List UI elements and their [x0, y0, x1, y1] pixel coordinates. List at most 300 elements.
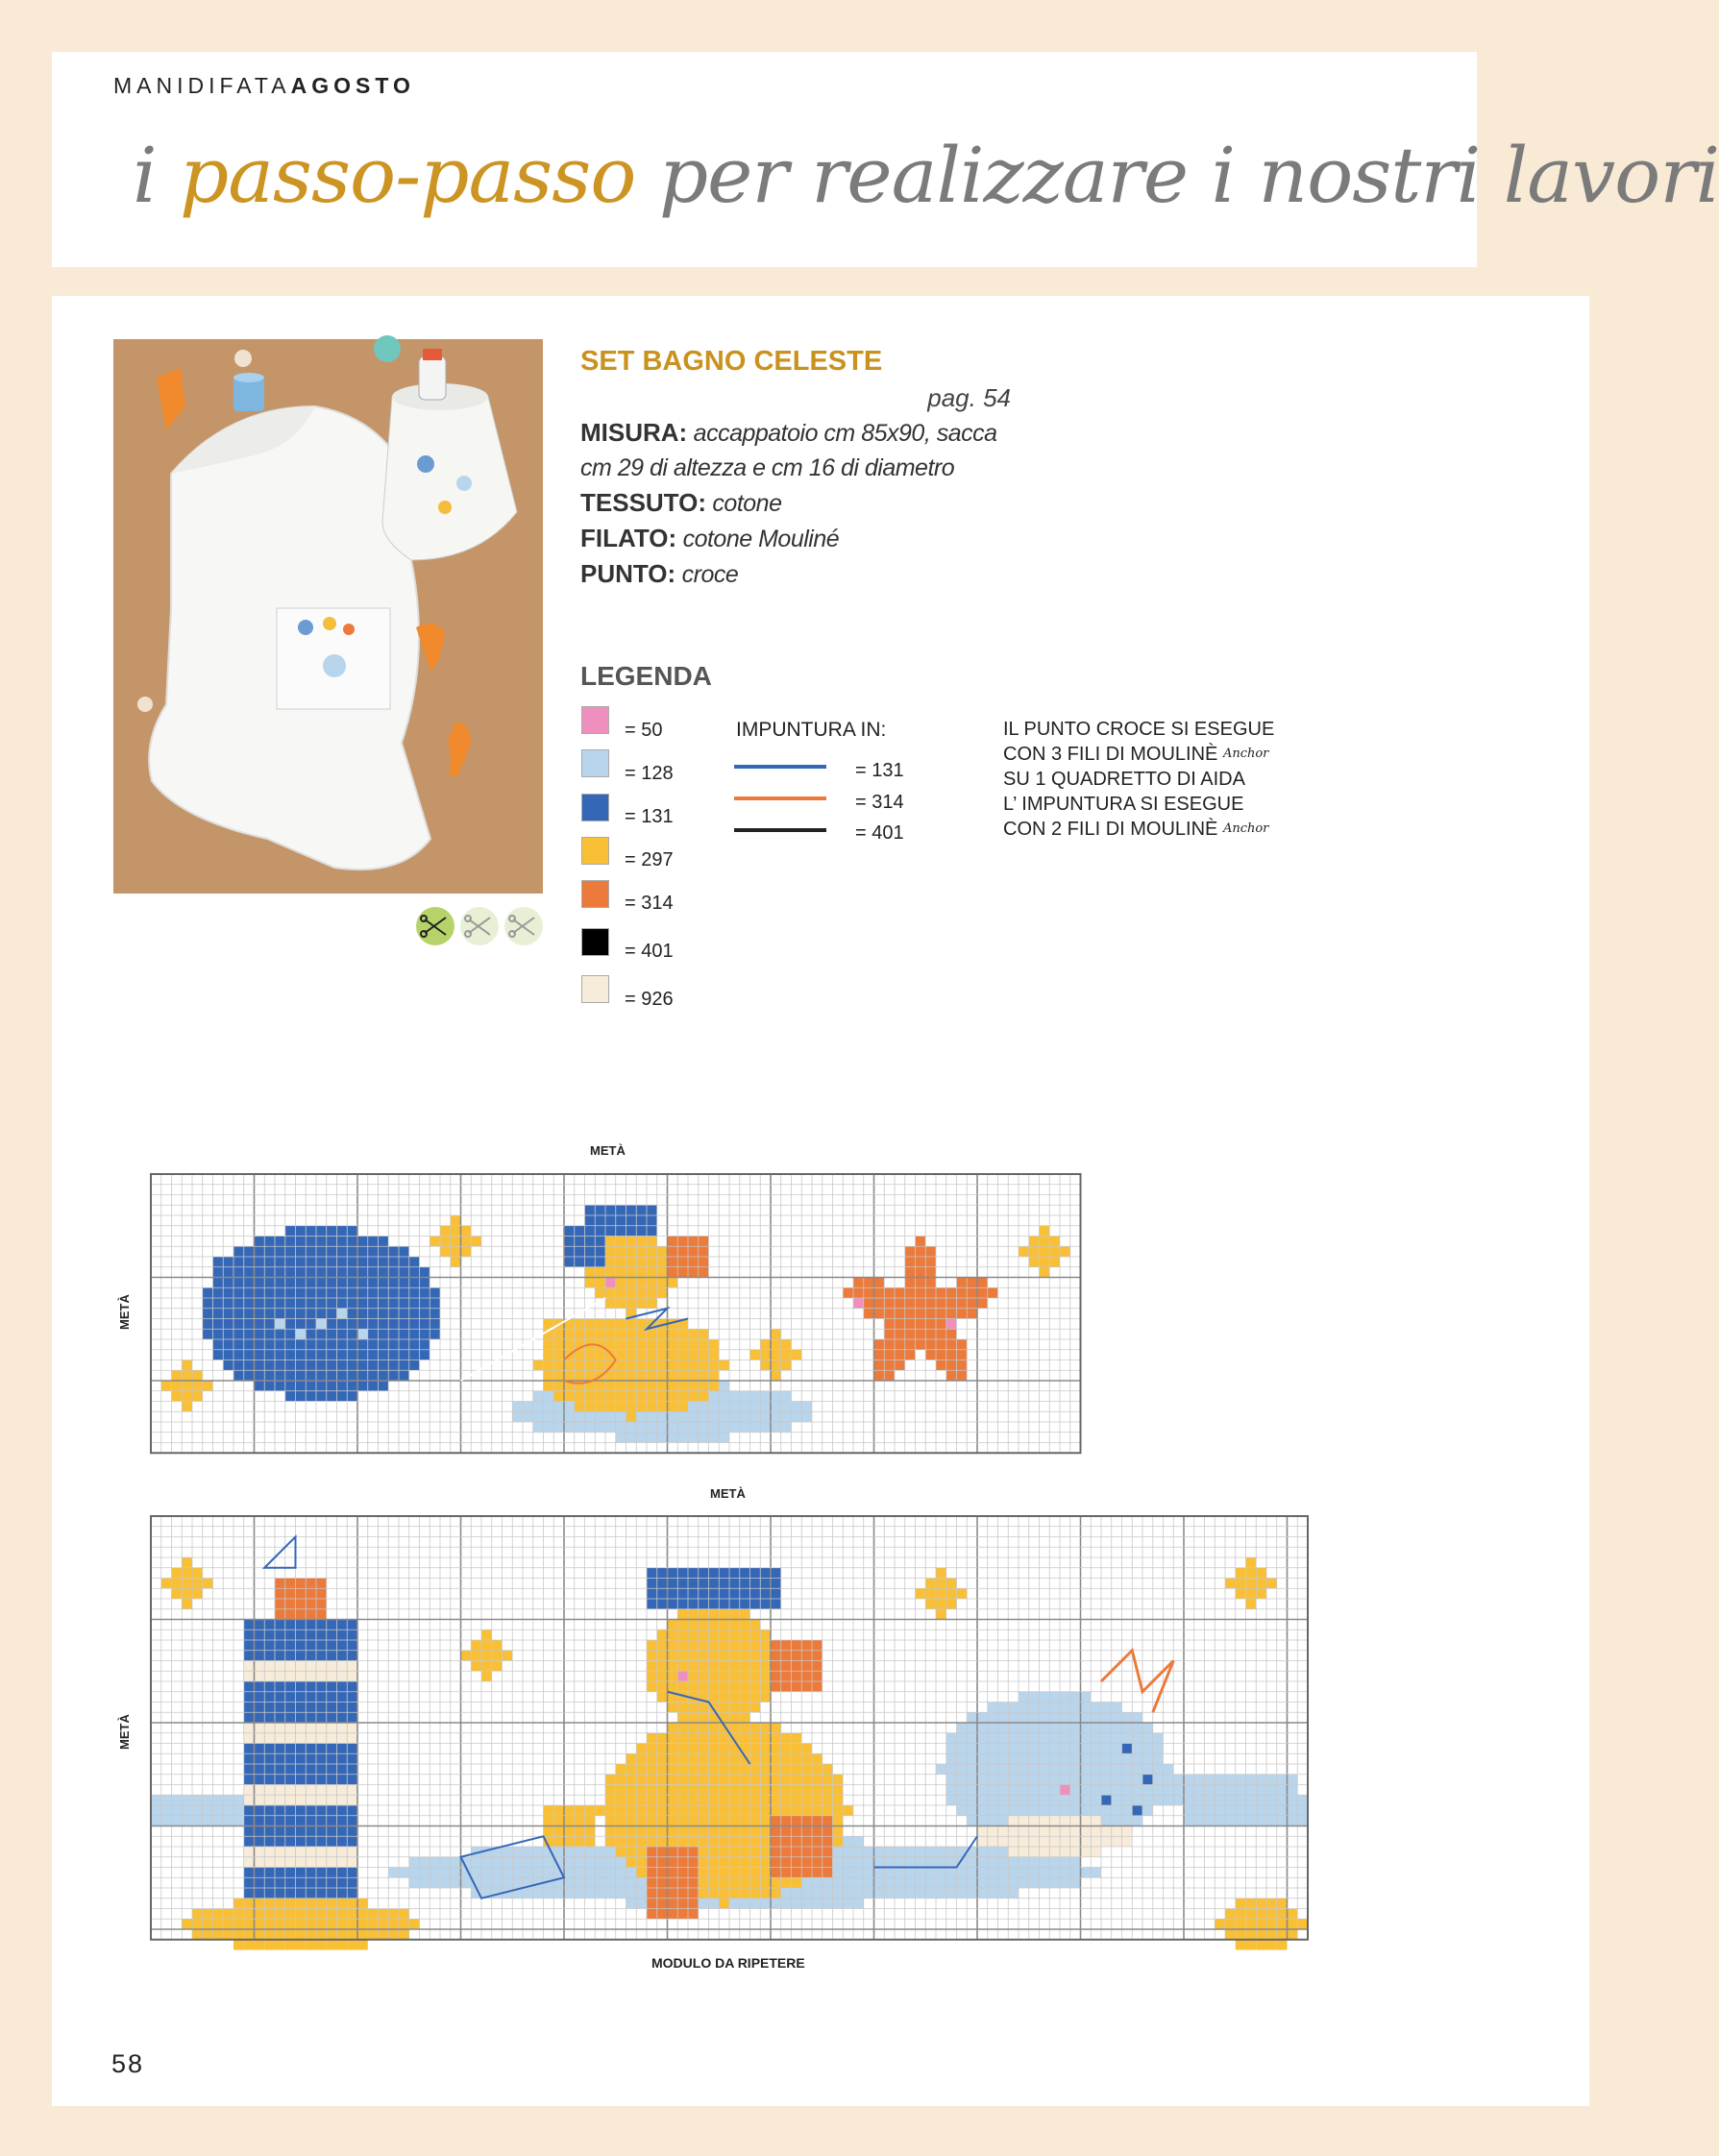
lighthouse-stitch	[244, 1681, 255, 1692]
duck-stitch	[688, 1350, 699, 1360]
shell-stitch	[316, 1391, 327, 1402]
shell-stitch	[388, 1298, 399, 1309]
duck-beak-stitch	[657, 1899, 668, 1909]
duck-stitch	[740, 1816, 750, 1826]
sand-stitch	[285, 1919, 296, 1929]
lighthouse-stitch	[327, 1888, 337, 1899]
duck-beak-stitch	[688, 1257, 699, 1267]
puddle-stitch	[709, 1433, 720, 1443]
water-stitch	[420, 1877, 430, 1888]
lighthouse-stitch	[255, 1868, 265, 1878]
duck-stitch	[575, 1329, 585, 1339]
lighthouse-stitch	[327, 1877, 337, 1888]
project-title: SET BAGNO CELESTE	[580, 346, 883, 377]
duck-stitch	[709, 1764, 720, 1775]
duck-stitch	[812, 1795, 823, 1805]
duck-stitch	[657, 1795, 668, 1805]
duck-stitch	[760, 1640, 771, 1651]
sparkle-stitch	[1029, 1257, 1040, 1267]
puddle-stitch	[688, 1422, 699, 1433]
duck-hat-stitch	[709, 1599, 720, 1609]
whale-stitch	[977, 1775, 988, 1785]
lighthouse-stitch	[296, 1764, 307, 1775]
duck-stitch	[657, 1278, 668, 1288]
whale-stitch	[1153, 1744, 1164, 1754]
duck-stitch	[605, 1237, 616, 1247]
whale-stitch	[1122, 1733, 1133, 1744]
duck-stitch	[595, 1278, 605, 1288]
shell-stitch	[233, 1257, 244, 1267]
sand-stitch	[1236, 1899, 1246, 1909]
shell-stitch	[296, 1370, 307, 1381]
duck-stitch	[677, 1723, 688, 1733]
duck-stitch	[760, 1816, 771, 1826]
duck-beak-stitch	[792, 1671, 802, 1681]
water-stitch	[1049, 1857, 1060, 1868]
duck-stitch	[729, 1868, 740, 1878]
water-stitch	[512, 1857, 523, 1868]
whale-stitch	[1112, 1712, 1122, 1723]
lighthouse-band-stitch	[275, 1857, 285, 1868]
duck-stitch	[647, 1785, 657, 1796]
lighthouse-band-stitch	[264, 1795, 275, 1805]
whale-stitch	[946, 1733, 957, 1744]
duck-stitch	[833, 1836, 844, 1847]
sand-stitch	[285, 1940, 296, 1950]
sparkle-stitch	[471, 1651, 481, 1661]
duck-stitch	[699, 1350, 709, 1360]
duck-beak-stitch	[792, 1640, 802, 1651]
shell-stitch	[275, 1381, 285, 1391]
duck-stitch	[616, 1795, 626, 1805]
sparkle-stitch	[1225, 1579, 1236, 1589]
shell-stitch	[409, 1339, 420, 1350]
puddle-stitch	[688, 1433, 699, 1443]
duck-stitch	[636, 1298, 647, 1309]
lighthouse-stitch	[296, 1816, 307, 1826]
sand-stitch	[368, 1929, 379, 1940]
lighthouse-stitch	[275, 1888, 285, 1899]
lighthouse-stitch	[264, 1826, 275, 1837]
water-stitch	[967, 1857, 977, 1868]
sparkle-stitch	[936, 1609, 946, 1620]
duck-stitch	[719, 1888, 729, 1899]
duck-hat-stitch	[585, 1205, 596, 1215]
shell-stitch	[316, 1267, 327, 1278]
lighthouse-stitch	[337, 1816, 348, 1826]
water-stitch	[605, 1847, 616, 1857]
starfish-stitch	[957, 1350, 968, 1360]
duck-stitch	[719, 1826, 729, 1837]
shell-stitch	[388, 1278, 399, 1288]
water-stitch	[430, 1877, 440, 1888]
duck-hat-stitch	[585, 1237, 596, 1247]
whale-stitch	[1122, 1795, 1133, 1805]
sand-stitch	[233, 1899, 244, 1909]
duck-stitch	[626, 1246, 637, 1257]
lighthouse-stitch	[306, 1651, 316, 1661]
whale-stitch	[936, 1764, 946, 1775]
duck-stitch	[709, 1877, 720, 1888]
shell-stitch	[430, 1287, 440, 1298]
shell-stitch	[327, 1360, 337, 1371]
lighthouse-stitch	[306, 1816, 316, 1826]
water-stitch	[998, 1857, 1009, 1868]
sparkle-stitch	[172, 1381, 183, 1391]
duck-stitch	[585, 1402, 596, 1412]
duck-stitch	[688, 1629, 699, 1640]
duck-stitch	[595, 1329, 605, 1339]
sand-stitch	[1256, 1899, 1266, 1909]
duck-stitch	[792, 1795, 802, 1805]
shell-stitch	[244, 1257, 255, 1267]
duck-stitch	[709, 1370, 720, 1381]
sand-stitch	[1266, 1899, 1277, 1909]
lighthouse-stitch	[285, 1651, 296, 1661]
sparkle-stitch	[1236, 1579, 1246, 1589]
lighthouse-band-stitch	[306, 1857, 316, 1868]
duck-stitch	[760, 1753, 771, 1764]
shell-stitch	[357, 1339, 368, 1350]
lighthouse-top-stitch	[306, 1588, 316, 1599]
shell-stitch	[244, 1267, 255, 1278]
sand-stitch	[264, 1919, 275, 1929]
duck-beak-stitch	[801, 1826, 812, 1837]
duck-stitch	[668, 1640, 678, 1651]
lighthouse-band-stitch	[337, 1847, 348, 1857]
duck-stitch	[729, 1620, 740, 1630]
duck-hat-stitch	[760, 1599, 771, 1609]
lighthouse-stitch	[296, 1692, 307, 1703]
shell-stitch	[244, 1278, 255, 1288]
water-stitch	[781, 1888, 792, 1899]
duck-stitch	[626, 1381, 637, 1391]
shell-stitch	[388, 1339, 399, 1350]
whale-stitch	[1019, 1712, 1029, 1723]
shell-stitch	[264, 1287, 275, 1298]
duck-stitch	[605, 1381, 616, 1391]
lighthouse-stitch	[306, 1629, 316, 1640]
whale-stitch	[1008, 1764, 1019, 1775]
starfish-stitch	[874, 1278, 885, 1288]
sand-stitch	[1288, 1909, 1298, 1920]
duck-stitch	[688, 1339, 699, 1350]
whale-stitch	[1091, 1723, 1101, 1733]
lighthouse-band-stitch	[264, 1671, 275, 1681]
sand-stitch	[327, 1940, 337, 1950]
lighthouse-stitch	[316, 1764, 327, 1775]
duck-stitch	[564, 1816, 575, 1826]
duck-stitch	[709, 1753, 720, 1764]
duck-stitch	[564, 1836, 575, 1847]
sparkle-stitch	[760, 1350, 771, 1360]
puddle-stitch	[616, 1422, 626, 1433]
duck-hat-stitch	[688, 1599, 699, 1609]
lighthouse-band-stitch	[244, 1847, 255, 1857]
whale-stitch	[1081, 1723, 1092, 1733]
water-stitch	[223, 1805, 233, 1816]
duck-stitch	[709, 1661, 720, 1672]
water-stitch	[1040, 1877, 1050, 1888]
duck-stitch	[636, 1287, 647, 1298]
water-stitch	[471, 1857, 481, 1868]
duck-stitch	[760, 1805, 771, 1816]
water-stitch	[1205, 1805, 1216, 1816]
shell-stitch	[337, 1278, 348, 1288]
sand-stitch	[316, 1899, 327, 1909]
whale-stitch	[1081, 1712, 1092, 1723]
lighthouse-band-stitch	[255, 1661, 265, 1672]
duck-stitch	[760, 1877, 771, 1888]
duck-beak-stitch	[677, 1888, 688, 1899]
whale-stitch	[1060, 1744, 1070, 1754]
whale-stitch	[1029, 1723, 1040, 1733]
sand-stitch	[327, 1919, 337, 1929]
duck-beak-stitch	[801, 1836, 812, 1847]
duck-stitch	[677, 1651, 688, 1661]
duck-stitch	[760, 1671, 771, 1681]
whale-stitch	[1049, 1795, 1060, 1805]
shell-stitch	[296, 1287, 307, 1298]
duck-beak-stitch	[781, 1671, 792, 1681]
whale-stitch	[988, 1785, 998, 1796]
lighthouse-stitch	[255, 1744, 265, 1754]
lighthouse-stitch	[347, 1681, 357, 1692]
shell-stitch	[285, 1391, 296, 1402]
duck-stitch	[792, 1753, 802, 1764]
puddle-stitch	[760, 1391, 771, 1402]
shell-stitch	[223, 1319, 233, 1330]
whale-stitch	[1019, 1733, 1029, 1744]
duck-stitch	[709, 1629, 720, 1640]
whale-stitch	[1070, 1805, 1081, 1816]
duck-stitch	[699, 1381, 709, 1391]
lighthouse-band-stitch	[255, 1733, 265, 1744]
whale-stitch	[977, 1764, 988, 1775]
sparkle-stitch	[1019, 1246, 1029, 1257]
lighthouse-stitch	[255, 1753, 265, 1764]
lighthouse-stitch	[264, 1629, 275, 1640]
duck-stitch	[585, 1826, 596, 1837]
puddle-stitch	[750, 1411, 761, 1422]
duck-stitch	[595, 1391, 605, 1402]
whale-stitch	[957, 1805, 968, 1816]
lighthouse-stitch	[285, 1640, 296, 1651]
starfish-stitch	[905, 1319, 916, 1330]
shell-stitch	[244, 1298, 255, 1309]
sand-stitch	[213, 1909, 224, 1920]
cheek-stitch	[946, 1319, 957, 1330]
water-stitch	[1277, 1805, 1288, 1816]
shell-stitch	[420, 1309, 430, 1319]
whale-stitch	[1101, 1775, 1112, 1785]
shell-stitch	[213, 1287, 224, 1298]
duck-stitch	[616, 1836, 626, 1847]
water-stitch	[884, 1847, 895, 1857]
shell-stitch	[430, 1329, 440, 1339]
sparkle-stitch	[925, 1599, 936, 1609]
shell-stitch	[233, 1329, 244, 1339]
shell-stitch	[327, 1391, 337, 1402]
starfish-stitch	[957, 1360, 968, 1371]
duck-hat-stitch	[677, 1588, 688, 1599]
whale-stitch	[1091, 1753, 1101, 1764]
duck-stitch	[740, 1877, 750, 1888]
duck-stitch	[709, 1785, 720, 1796]
duck-hat-stitch	[647, 1205, 657, 1215]
water-stitch	[585, 1857, 596, 1868]
duck-hat-stitch	[668, 1599, 678, 1609]
water-stitch	[916, 1847, 926, 1857]
duck-stitch	[677, 1744, 688, 1754]
duck-stitch	[657, 1775, 668, 1785]
duck-beak-stitch	[812, 1836, 823, 1847]
water-stitch	[523, 1868, 533, 1878]
whale-belly-stitch	[998, 1826, 1009, 1837]
sparkle-stitch	[481, 1651, 492, 1661]
duck-stitch	[657, 1370, 668, 1381]
duck-hat-stitch	[647, 1579, 657, 1589]
duck-stitch	[750, 1620, 761, 1630]
lighthouse-stitch	[316, 1775, 327, 1785]
sand-stitch	[192, 1909, 203, 1920]
duck-stitch	[750, 1661, 761, 1672]
shell-stitch	[223, 1350, 233, 1360]
whale-stitch	[1060, 1723, 1070, 1733]
whale-stitch	[1164, 1775, 1174, 1785]
duck-beak-stitch	[781, 1651, 792, 1661]
lighthouse-stitch	[244, 1753, 255, 1764]
starfish-stitch	[925, 1267, 936, 1278]
water-stitch	[213, 1795, 224, 1805]
whale-stitch	[1070, 1785, 1081, 1796]
duck-stitch	[626, 1857, 637, 1868]
meta-label: METÀ	[117, 1714, 132, 1750]
sand-stitch	[388, 1909, 399, 1920]
starfish-stitch	[905, 1350, 916, 1360]
duck-hat-stitch	[595, 1246, 605, 1257]
lighthouse-band-stitch	[316, 1795, 327, 1805]
duck-stitch	[719, 1857, 729, 1868]
sand-stitch	[296, 1940, 307, 1950]
duck-stitch	[553, 1381, 564, 1391]
duck-hat-stitch	[595, 1237, 605, 1247]
starfish-stitch	[925, 1309, 936, 1319]
whale-stitch	[977, 1712, 988, 1723]
duck-hat-stitch	[668, 1568, 678, 1579]
duck-beak-stitch	[657, 1888, 668, 1899]
sparkle-stitch	[936, 1579, 946, 1589]
duck-stitch	[677, 1350, 688, 1360]
lighthouse-stitch	[306, 1744, 316, 1754]
water-stitch	[709, 1899, 720, 1909]
water-stitch	[905, 1888, 916, 1899]
shell-stitch	[368, 1329, 379, 1339]
whale-stitch	[1246, 1785, 1257, 1796]
duck-beak-stitch	[688, 1888, 699, 1899]
water-stitch	[409, 1857, 420, 1868]
water-stitch	[440, 1857, 451, 1868]
whale-stitch	[977, 1733, 988, 1744]
lighthouse-band-stitch	[255, 1723, 265, 1733]
whale-stitch	[1288, 1795, 1298, 1805]
water-stitch	[533, 1847, 544, 1857]
water-stitch	[916, 1877, 926, 1888]
duck-stitch	[709, 1816, 720, 1826]
lighthouse-stitch	[327, 1868, 337, 1878]
sparkle-stitch	[182, 1381, 192, 1391]
duck-stitch	[833, 1785, 844, 1796]
sand-stitch	[316, 1909, 327, 1920]
shell-stitch	[409, 1278, 420, 1288]
sparkle-stitch	[946, 1588, 957, 1599]
duck-hat-stitch	[740, 1588, 750, 1599]
shell-stitch	[244, 1246, 255, 1257]
duck-stitch	[657, 1836, 668, 1847]
puddle-stitch	[657, 1422, 668, 1433]
whale-stitch	[1070, 1775, 1081, 1785]
sparkle-stitch	[781, 1339, 792, 1350]
duck-stitch	[688, 1620, 699, 1630]
sparkle-stitch	[1049, 1246, 1060, 1257]
duck-stitch	[709, 1350, 720, 1360]
whale-stitch	[1040, 1744, 1050, 1754]
shell-stitch	[357, 1246, 368, 1257]
duck-stitch	[647, 1329, 657, 1339]
duck-stitch	[719, 1620, 729, 1630]
shell-stitch	[285, 1350, 296, 1360]
duck-stitch	[605, 1826, 616, 1837]
shell-stitch	[244, 1370, 255, 1381]
water-stitch	[481, 1868, 492, 1878]
shell-stitch	[255, 1309, 265, 1319]
duck-stitch	[750, 1764, 761, 1775]
whale-stitch	[988, 1795, 998, 1805]
shell-stitch	[368, 1381, 379, 1391]
duck-beak-stitch	[812, 1868, 823, 1878]
duck-stitch	[801, 1744, 812, 1754]
lighthouse-stitch	[337, 1651, 348, 1661]
duck-stitch	[709, 1775, 720, 1785]
whale-stitch	[1019, 1723, 1029, 1733]
shell-stitch	[337, 1257, 348, 1267]
lighthouse-stitch	[264, 1640, 275, 1651]
duck-stitch	[688, 1744, 699, 1754]
lighthouse-band-stitch	[264, 1723, 275, 1733]
lighthouse-band-stitch	[327, 1723, 337, 1733]
shell-stitch	[275, 1267, 285, 1278]
duck-stitch	[699, 1744, 709, 1754]
lighthouse-stitch	[264, 1744, 275, 1754]
duck-hat-stitch	[564, 1237, 575, 1247]
starfish-stitch	[874, 1350, 885, 1360]
lighthouse-stitch	[347, 1692, 357, 1703]
sparkle-stitch	[451, 1215, 461, 1226]
duck-hat-stitch	[719, 1579, 729, 1589]
legend-title: LEGENDA	[580, 661, 712, 691]
shell-stitch	[306, 1360, 316, 1371]
lighthouse-stitch	[244, 1877, 255, 1888]
lighthouse-band-stitch	[347, 1671, 357, 1681]
water-stitch	[451, 1868, 461, 1878]
duck-beak-stitch	[823, 1836, 833, 1847]
starfish-stitch	[895, 1329, 905, 1339]
duck-stitch	[760, 1785, 771, 1796]
whale-stitch	[967, 1795, 977, 1805]
duck-hat-stitch	[575, 1257, 585, 1267]
whale-belly-stitch	[1091, 1847, 1101, 1857]
duck-stitch	[657, 1640, 668, 1651]
